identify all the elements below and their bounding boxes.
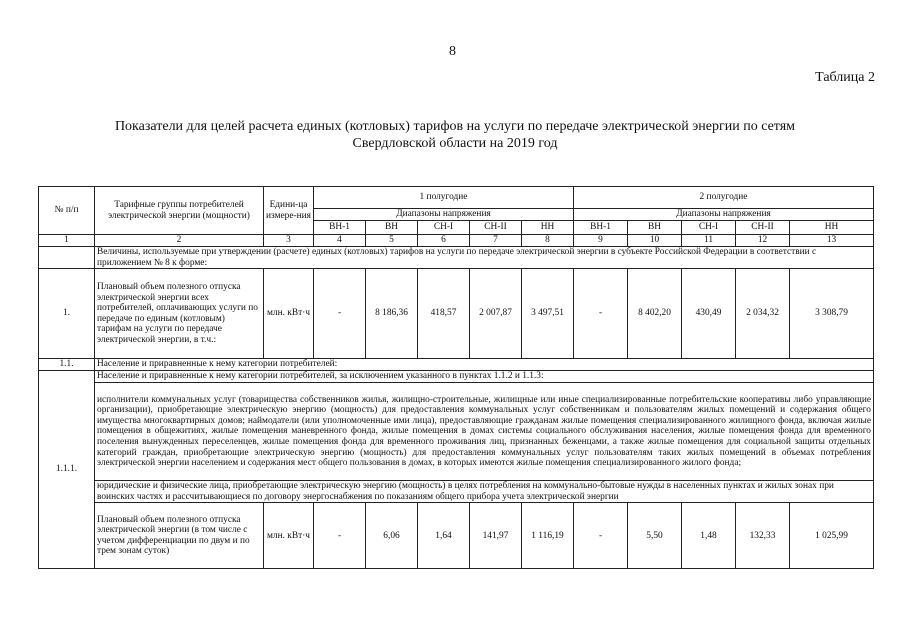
col-number: 2: [95, 235, 264, 247]
row-1-value: -: [314, 269, 366, 359]
row-1-1-1-value: 1,48: [682, 503, 736, 569]
header-sn1-h1: СН-I: [418, 221, 470, 235]
row-1-1-1-value: 1 025,99: [790, 503, 874, 569]
row-1-1-num: 1.1.: [39, 359, 95, 371]
col-number: 4: [314, 235, 366, 247]
header-half-1: 1 полугодие: [314, 187, 574, 209]
row-1-value: 8 402,20: [628, 269, 682, 359]
title-line-1: Показатели для целей расчета единых (котловых) тарифов на услуги по передаче электрической энергии по сетям: [114, 119, 796, 134]
col-number: 5: [366, 235, 418, 247]
title-line-2: Свердловской области на 2019 год: [352, 136, 558, 151]
header-vn-h1: ВН: [366, 221, 418, 235]
row-1-1-1-value: -: [574, 503, 628, 569]
tariff-table: [38, 186, 874, 569]
row-1-1-text: Население и приравненные к нему категории потребителей:: [95, 359, 874, 371]
row-1-unit: млн. кВт·ч: [264, 269, 314, 359]
page-title: [60, 118, 850, 152]
row-1-1-1-unit: млн. кВт·ч: [264, 503, 314, 569]
header-group: Тарифные группы потребителей электрической энергии (мощности): [95, 187, 264, 235]
col-number: 7: [470, 235, 522, 247]
row-1-value: 2 034,32: [736, 269, 790, 359]
row-1-1-1-num: 1.1.1.: [39, 371, 95, 569]
row-1-value: 430,49: [682, 269, 736, 359]
col-number: 1: [39, 235, 95, 247]
header-sn2-h2: СН-II: [736, 221, 790, 235]
row-1-num: 1.: [39, 269, 95, 359]
row-1-1-1-value: -: [314, 503, 366, 569]
row-1-1-1-value: 1,64: [418, 503, 470, 569]
row-1-value: 3 497,51: [522, 269, 574, 359]
col-number: 8: [522, 235, 574, 247]
header-vn1-h1: ВН-1: [314, 221, 366, 235]
row-1-1-1-text-b: исполнители коммунальных услуг (товарищества собственников жилья, жилищно-строительные, жилищные или иные специализированные потребительские кооперативы либо управляющие организации), приобретающие электрическую энергию (мощность) для предоставления коммунальных услуг собственникам и пользователям жилых помещений и содержания общего имущества многоквартирных домов; наймодатели (или уполномоченные ими лица), предоставляющие гражданам жилые помещения специализированного жилищного фонда, включая жилые помещения в общежитиях, жилые помещения маневренного фонда, жилые помещения в домах системы социального обслуживания населения, жилые помещения фонда для временного поселения вынужденных переселенцев, жилые помещения фонда для временного проживания лиц, признанных беженцами, а также жилые помещения для социальной защиты отдельных категорий граждан, приобретающие электрическую энергию (мощность) для предоставления коммунальных услуг пользователям таких жилых помещений в объемах потребления электрической энергии населением и содержания мест общего пользования в домах, в которых имеются жилые помещения специализированного жилого фонда;: [95, 383, 874, 481]
col-number: 13: [790, 235, 874, 247]
header-unit: Едини-ца измере-ния: [264, 187, 314, 235]
row-1-1-1-desc: Плановый объем полезного отпуска электрической энергии (в том числе с учетом дифференциации по двум и по трем зонам суток): [95, 503, 264, 569]
row-1-value: -: [574, 269, 628, 359]
row-1-1-1-value: 1 116,19: [522, 503, 574, 569]
col-number: 6: [418, 235, 470, 247]
row-1-1-1-text-a: Население и приравненные к нему категории потребителей, за исключением указанного в пунктах 1.1.2 и 1.1.3:: [95, 371, 874, 383]
col-number: 11: [682, 235, 736, 247]
header-sn1-h2: СН-I: [682, 221, 736, 235]
row-1-1-1-value: 141,97: [470, 503, 522, 569]
row-1-value: 418,57: [418, 269, 470, 359]
intro-text: Величины, используемые при утверждении (расчете) единых (котловых) тарифов на услуги по передаче электрической энергии в субъекте Российской Федерации в соответствии с приложением № 8 к форме:: [95, 247, 874, 269]
header-sn2-h1: СН-II: [470, 221, 522, 235]
header-num: № п/п: [39, 187, 95, 235]
row-1-1-1-text-c: юридические и физические лица, приобретающие электрическую энергию (мощность) в целях потребления на коммунально-бытовые нужды в населенных пунктах и жилых зонах при воинских частях и рассчитывающиеся по договору энергоснабжения по показаниям общего прибора учета электрической энергии: [95, 481, 874, 503]
page-number: 8: [449, 44, 456, 59]
col-number: 9: [574, 235, 628, 247]
row-1-1-1-value: 132,33: [736, 503, 790, 569]
row-1-value: 8 186,36: [366, 269, 418, 359]
header-nn-h2: НН: [790, 221, 874, 235]
header-ranges-2: Диапазоны напряжения: [574, 209, 874, 221]
header-vn1-h2: ВН-1: [574, 221, 628, 235]
row-1-1-1-value: 5,50: [628, 503, 682, 569]
intro-num-cell: [39, 247, 95, 269]
header-nn-h1: НН: [522, 221, 574, 235]
row-1-value: 3 308,79: [790, 269, 874, 359]
row-1-desc: Плановый объем полезного отпуска электрической энергии всех потребителей, оплачивающих услуги по передаче по единым (котловым) тарифам на услуги по передаче электрической энергии, в т.ч.:: [95, 269, 264, 359]
header-ranges-1: Диапазоны напряжения: [314, 209, 574, 221]
col-number: 12: [736, 235, 790, 247]
col-number: 3: [264, 235, 314, 247]
col-number: 10: [628, 235, 682, 247]
row-1-1-1-value: 6,06: [366, 503, 418, 569]
header-vn-h2: ВН: [628, 221, 682, 235]
header-half-2: 2 полугодие: [574, 187, 874, 209]
row-1-value: 2 007,87: [470, 269, 522, 359]
table-label: Таблица 2: [815, 70, 875, 85]
